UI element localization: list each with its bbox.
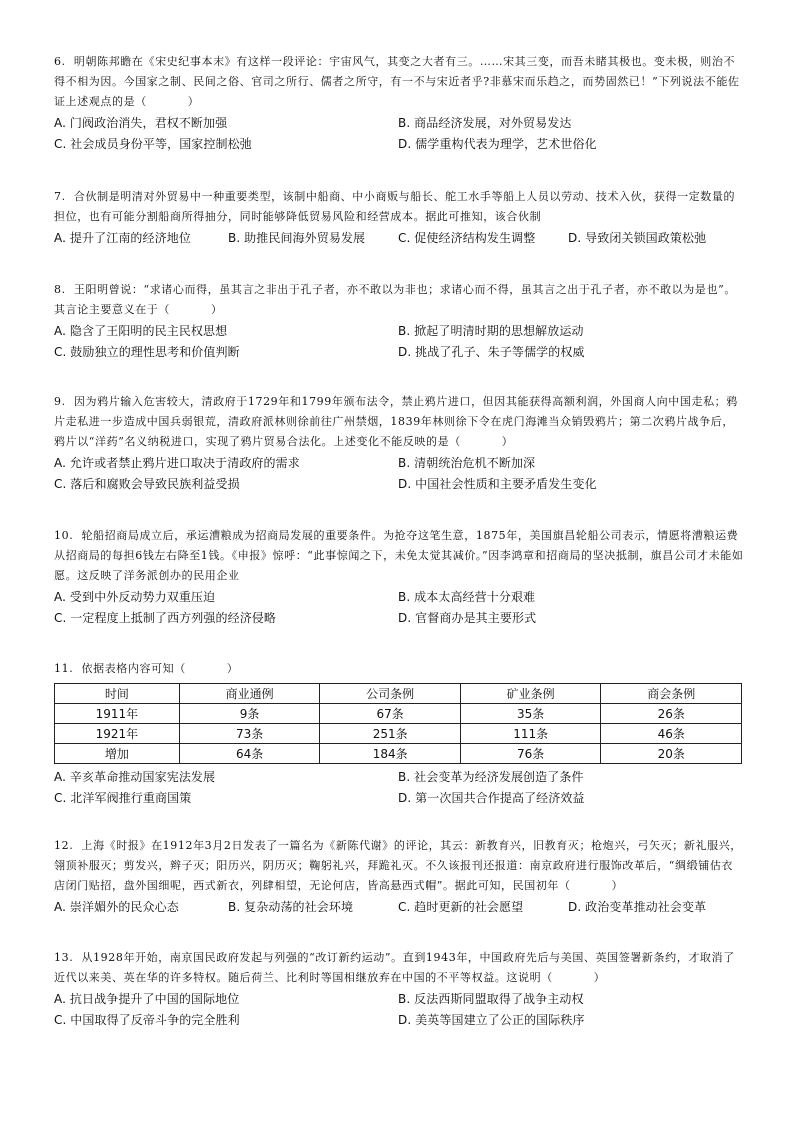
option-d: D. 官督商办是其主要形式 — [398, 611, 537, 625]
table-cell: 67条 — [320, 704, 461, 724]
table-header-row — [55, 684, 742, 704]
option-b: B. 商品经济发展，对外贸易发达 — [398, 116, 572, 130]
option-d: D. 美英等国建立了公正的国际秩序 — [398, 1013, 585, 1027]
option-row — [54, 586, 744, 607]
table-header-cell: 公司条例 — [320, 684, 461, 704]
table-cell: 1921年 — [55, 724, 180, 744]
table-cell: 1911年 — [55, 704, 180, 724]
option-row — [54, 787, 744, 808]
table-cell: 73条 — [179, 724, 320, 744]
table-cell: 111条 — [460, 724, 601, 744]
option-c: C. 一定程度上抵制了西方列强的经济侵略 — [54, 611, 277, 625]
table-header-cell: 矿业条例 — [460, 684, 601, 704]
option-d: D. 儒学重构代表为理学，艺术世俗化 — [398, 137, 597, 151]
table-row — [55, 744, 742, 764]
option-b: B. 成本太高经营十分艰难 — [398, 590, 536, 604]
option-d: D. 导致闭关锁国政策松弛 — [568, 231, 707, 245]
option-a: A. 受到中外反动势力双重压迫 — [54, 590, 216, 604]
question-stem: 13. 从1928年开始，南京国民政府发起与列强的“改订新约运动”。直到1943年，中国政府先后与美国、英国签署新条约，才取消了近代以来美、英在华的许多特权。随后荷兰、比利时等国相继放弃在中国的不平等权益。这说明（ ） — [54, 951, 735, 984]
table-cell: 251条 — [320, 724, 461, 744]
table-cell: 64条 — [179, 744, 320, 764]
option-a: A. 门阀政治消失，君权不断加强 — [54, 116, 228, 130]
question-stem: 10. 轮船招商局成立后，承运漕粮成为招商局发展的重要条件。为抢夺这笔生意，1875年，美国旗昌轮船公司表示，情愿将漕粮运费从招商局的每担6钱左右降至1钱。《申报》惊呼：“此事惊闻之下，未免太觉其减价。”因李鸿章和招商局的坚决抵制，旗昌公司才未能如愿。这反映了洋务派创办的民用企业 — [54, 529, 744, 582]
option-row — [54, 896, 744, 917]
question-6 — [54, 52, 744, 154]
table-header-cell: 时间 — [55, 684, 180, 704]
table-cell: 35条 — [460, 704, 601, 724]
option-b: B. 清朝统治危机不断加深 — [398, 456, 536, 470]
option-row — [54, 607, 744, 628]
option-c: C. 促使经济结构发生调整 — [398, 231, 536, 245]
question-stem: 7. 合伙制是明清对外贸易中一种重要类型，该制中船商、中小商贩与船长、舵工水手等船上人员以劳动、技术入伙，获得一定数量的担位，也有可能分割船商所得抽分，同时能够降低贸易风险和经营成本。据此可推知，该合伙制 — [54, 190, 736, 223]
option-c: C. 社会成员身份平等，国家控制松弛 — [54, 137, 252, 151]
option-row — [54, 112, 744, 133]
question-11 — [54, 659, 744, 808]
option-c: C. 落后和腐败会导致民族利益受损 — [54, 477, 240, 491]
option-d: D. 挑战了孔子、朱子等儒学的权威 — [398, 345, 585, 359]
option-row — [54, 473, 744, 494]
option-row — [54, 133, 744, 154]
option-row — [54, 766, 744, 787]
question-7 — [54, 187, 744, 248]
question-9 — [54, 392, 744, 494]
question-stem: 11. 依据表格内容可知（ ） — [54, 662, 239, 675]
option-c: C. 鼓励独立的理性思考和价值判断 — [54, 345, 240, 359]
table-cell: 76条 — [460, 744, 601, 764]
table-header-cell: 商会条例 — [601, 684, 742, 704]
table-cell: 9条 — [179, 704, 320, 724]
table-cell: 20条 — [601, 744, 742, 764]
option-d: D. 中国社会性质和主要矛盾发生变化 — [398, 477, 597, 491]
option-a: A. 提升了江南的经济地位 — [54, 231, 191, 245]
table-header-cell: 商业通例 — [179, 684, 320, 704]
option-a: A. 隐含了王阳明的民主民权思想 — [54, 324, 228, 338]
table-cell: 增加 — [55, 744, 180, 764]
option-c: C. 中国取得了反帝斗争的完全胜利 — [54, 1013, 240, 1027]
option-b: B. 掀起了明清时期的思想解放运动 — [398, 324, 584, 338]
option-c: C. 北洋军阀推行重商国策 — [54, 791, 192, 805]
option-row — [54, 988, 744, 1009]
question-stem: 6. 明朝陈邦瞻在《宋史纪事本末》有这样一段评论：宇宙风气，其变之大者有三。……宋其三变，而吾未睹其极也。变未极，则治不得不相为因。今国家之制、民间之俗、官司之所行、儒者之所守，有一不与宋近者乎?非慕宋而乐趋之，而势固然已！”下列说法不能佐证上述观点的是（ ） — [54, 55, 740, 108]
option-row — [54, 227, 744, 248]
question-8 — [54, 280, 744, 362]
option-b: B. 反法西斯同盟取得了战争主动权 — [398, 992, 584, 1006]
table-cell: 26条 — [601, 704, 742, 724]
option-row — [54, 320, 744, 341]
table-cell: 46条 — [601, 724, 742, 744]
question-10 — [54, 526, 744, 628]
option-d: D. 政治变革推动社会变革 — [568, 900, 707, 914]
table-row — [55, 704, 742, 724]
option-b: B. 助推民间海外贸易发展 — [228, 231, 366, 245]
option-c: C. 趋时更新的社会愿望 — [398, 900, 524, 914]
option-row — [54, 1009, 744, 1030]
option-a: A. 辛亥革命推动国家宪法发展 — [54, 770, 216, 784]
option-b: B. 复杂动荡的社会环境 — [228, 900, 354, 914]
table-row — [55, 724, 742, 744]
option-a: A. 抗日战争提升了中国的国际地位 — [54, 992, 240, 1006]
option-a: A. 崇洋媚外的民众心态 — [54, 900, 179, 914]
question-13 — [54, 948, 744, 1030]
question-stem: 12. 上海《时报》在1912年3月2日发表了一篇名为《新陈代谢》的评论，其云：新教育兴，旧教育灭；枪炮兴，弓矢灭；新礼服兴，翎顶补服灭；剪发兴，辫子灭；阳历兴，阴历灭；鞠躬礼兴，拜跪礼灭。不久该报刊还报道：南京政府进行服饰改革后，“绸缎铺估衣店闭门贴招，盘外国细呢，西式新衣，列肆相望，无论何店，皆高悬西式帽”。据此可知，民国初年（ ） — [54, 839, 742, 892]
question-stem: 9. 因为鸦片输入危害较大，清政府于1729年和1799年颁布法令，禁止鸦片进口，但因其能获得高额利润，外国商人向中国走私；鸦片走私进一步造成中国兵弱银荒，清政府派林则徐前往广州禁烟，1839年林则徐下令在虎门海滩当众销毁鸦片；第二次鸦片战争后，鸦片以“洋药”名义纳税进口，实现了鸦片贸易合法化。上述变化不能反映的是（ ） — [54, 395, 738, 448]
data-table — [54, 683, 742, 764]
question-stem: 8. 王阳明曾说：“求诸心而得，虽其言之非出于孔子者，亦不敢以为非也；求诸心而不得，虽其言之出于孔子者，亦不敢以为是也”。其言论主要意义在于（ ） — [54, 283, 736, 316]
option-b: B. 社会变革为经济发展创造了条件 — [398, 770, 584, 784]
table-cell: 184条 — [320, 744, 461, 764]
option-a: A. 允许或者禁止鸦片进口取决于清政府的需求 — [54, 456, 300, 470]
option-row — [54, 341, 744, 362]
option-d: D. 第一次国共合作提高了经济效益 — [398, 791, 585, 805]
option-row — [54, 452, 744, 473]
question-12 — [54, 836, 744, 917]
